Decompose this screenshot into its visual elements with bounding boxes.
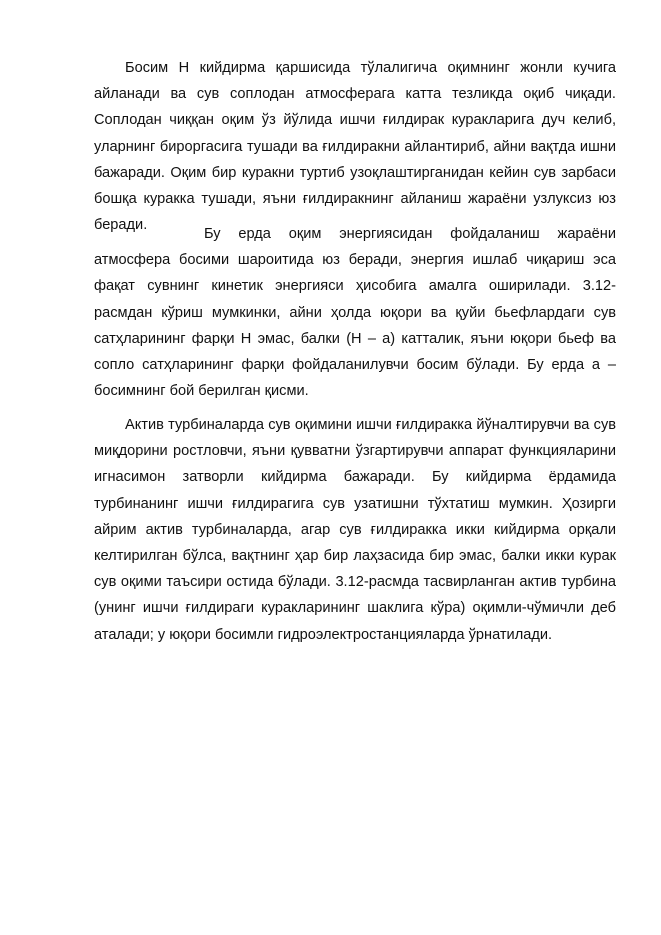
- paragraph-2: Бу ерда оқим энергиясидан фойдаланиш жараёни атмосфера босими шароитида юз беради, энергия ишлаб чиқариш эса фақат сувнинг кинетик энергияси ҳисобига амалга оширилади. 3.12-расмдан кўриш мумкинки, айни ҳолда юқори ва қуйи бьефлардаги сув сатҳларининг фарқи Н эмас, балки (Н – а) катталик, яъни юқори бьеф ва сопло сатҳларининг фарқи фойдаланилувчи босим бўлади. Бу ерда а – босимнинг бой берилган қисми.: [94, 226, 616, 400]
- paragraph-1: Босим Н кийдирма қаршисида тўлалигича оқимнинг жонли кучига айланади ва сув соплодан атмосферага катта тезликда оқиб чиқади. Соплодан чиққан оқим ўз йўлида ишчи ғилдирак куракларига дуч келиб, уларнинг бироргасига тушади ва ғилдиракни айлантириб, айни вақтда ишни бажаради. Оқим бир куракни туртиб узоқлаштирганидан кейин сув зарбаси бошқа куракка тушади, яъни ғилдиракнинг айланиш жараёни узлуксиз юз беради.: [94, 60, 616, 234]
- paragraph-3: Актив турбиналарда сув оқимини ишчи ғилдиракка йўналтирувчи ва сув миқдорини ростловчи, яъни қувватни ўзгартирувчи аппарат функцияларини игнасимон затворли кийдирма бажаради. Бу кийдирма ёрдамида турбинанинг ишчи ғилдирагига сув узатишни тўхтатиш мумкин. Ҳозирги айрим актив турбиналарда, агар сув ғилдиракка икки кийдирма орқали келтирилган бўлса, вақтнинг ҳар бир лаҳзасида бир эмас, балки икки курак сув оқими таъсири остида бўлади. 3.12-расмда тасвирланган актив турбина (унинг ишчи ғилдираги куракларининг шаклига кўра) оқимли-чўмичли деб аталади; у юқори босимли гидроэлектростанцияларда ўрнатилади.: [94, 417, 616, 643]
